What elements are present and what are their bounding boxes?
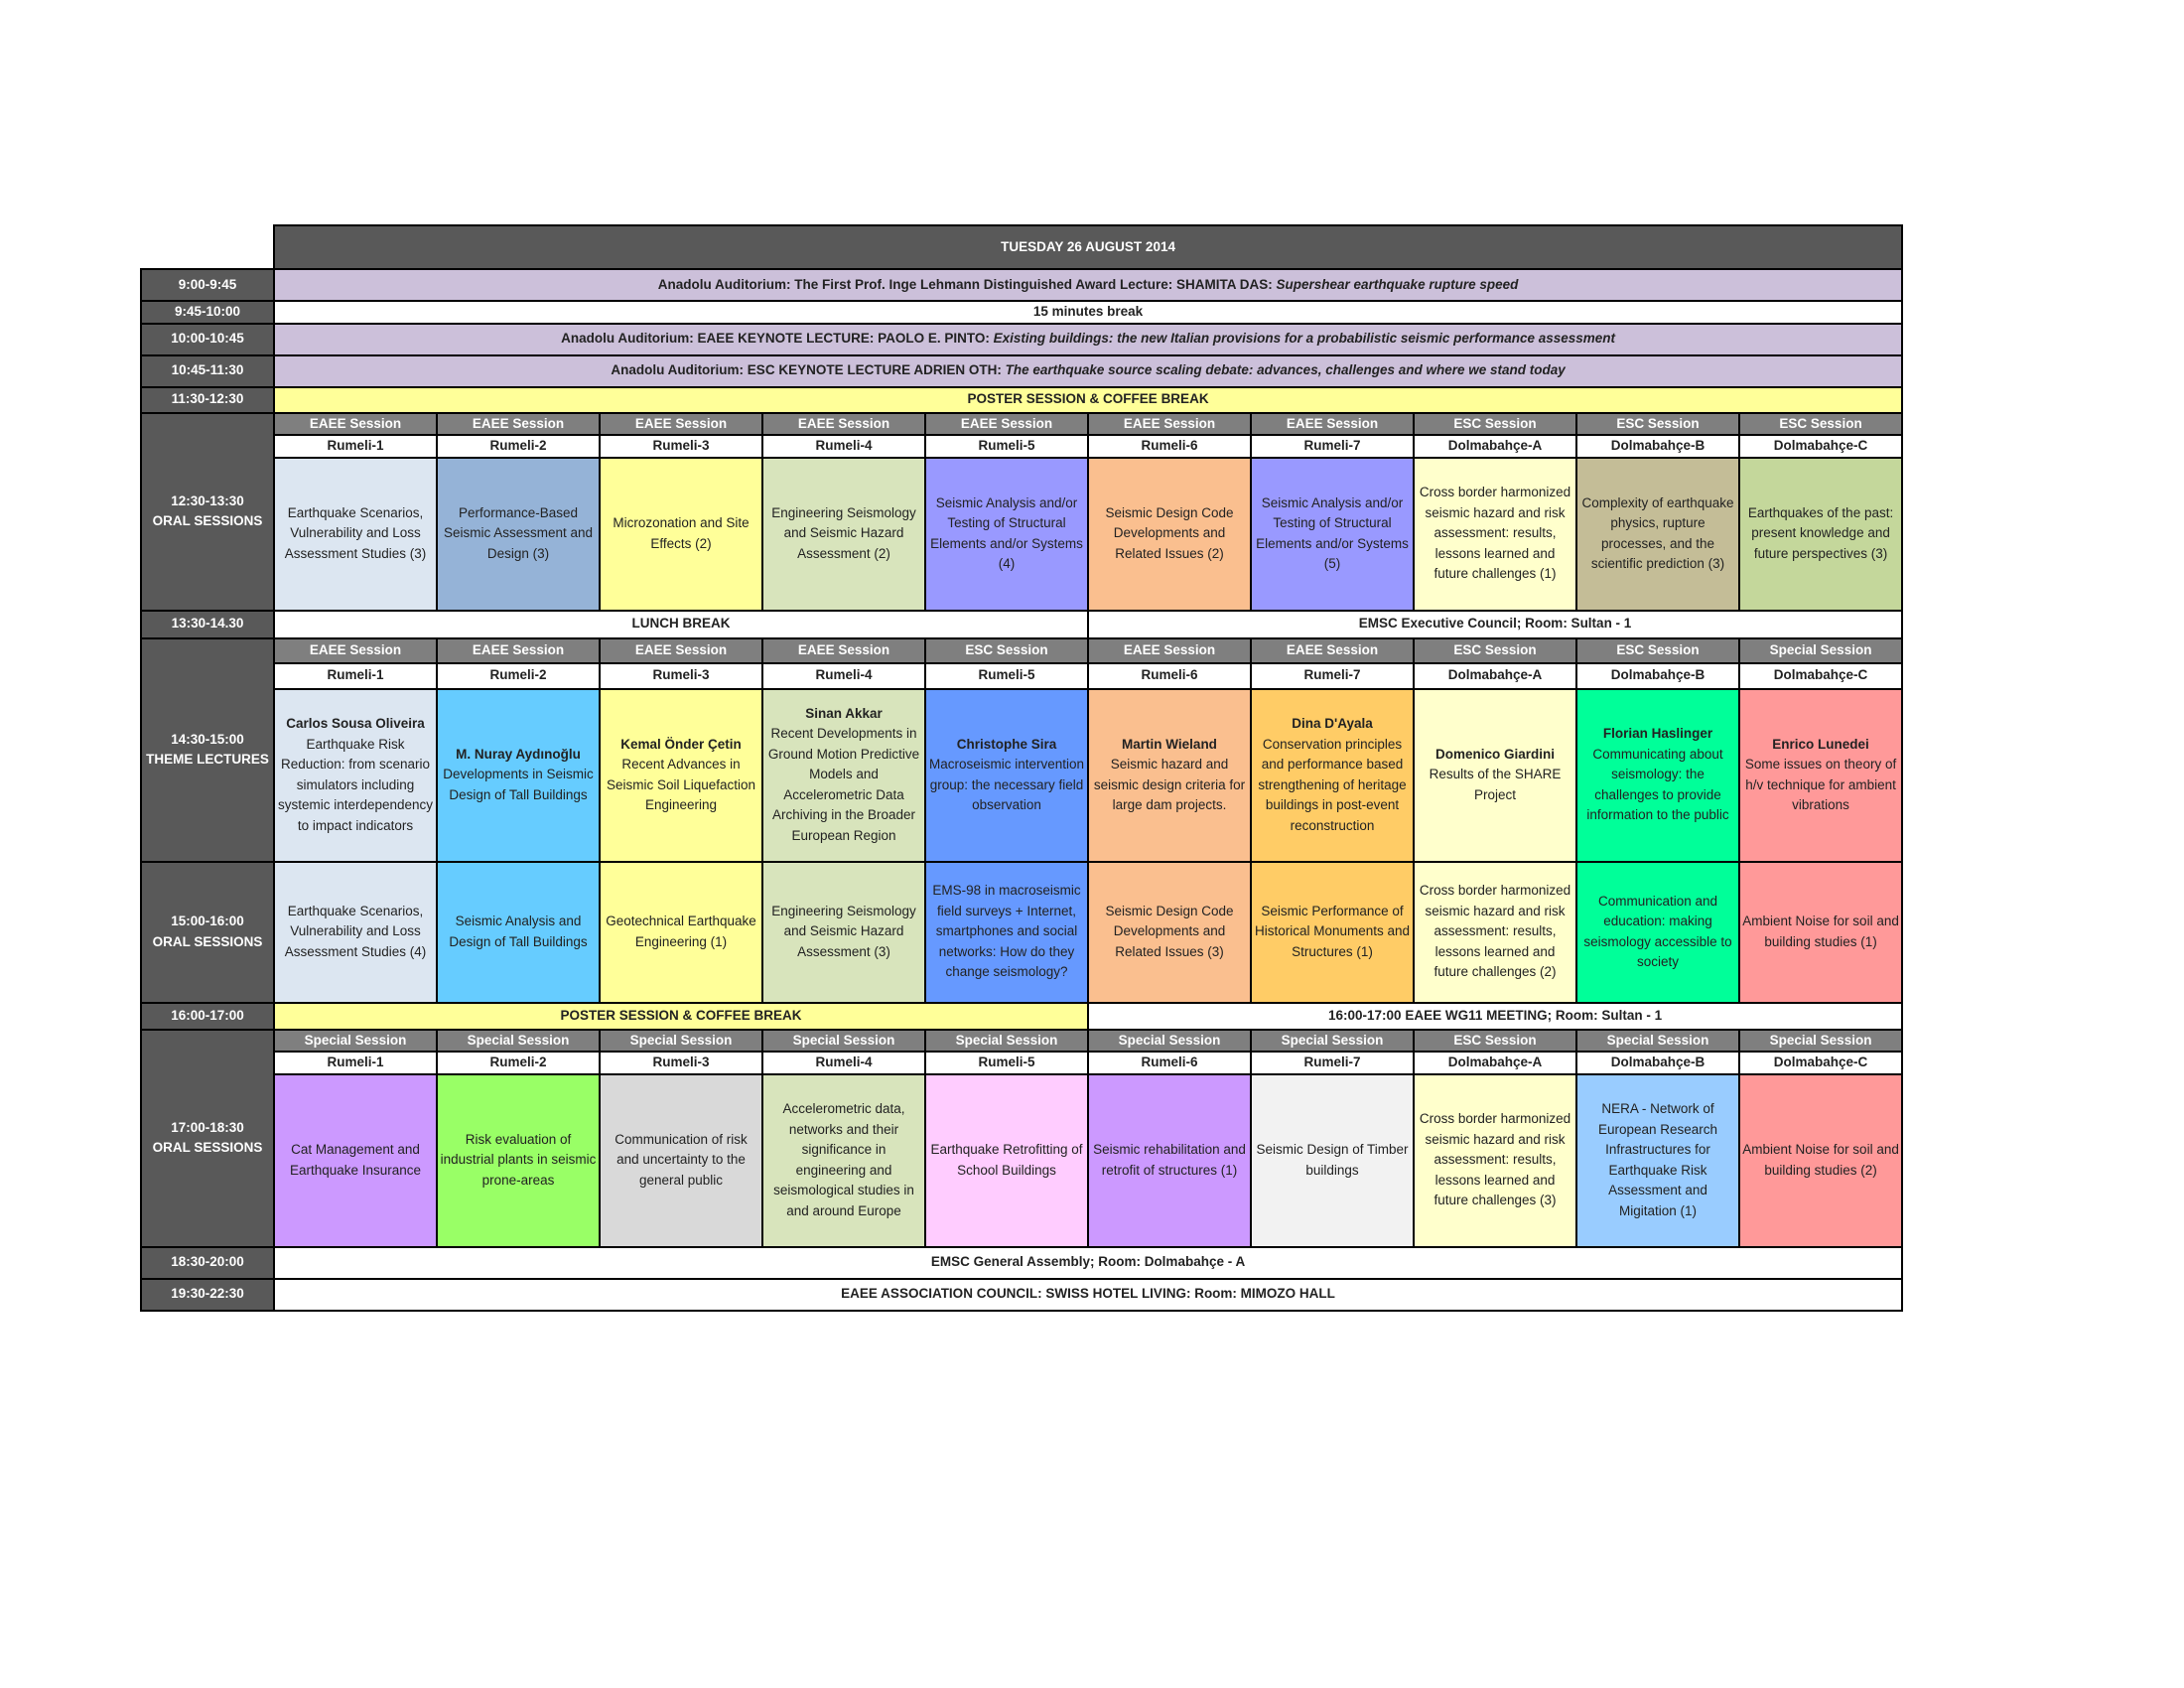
session-type: Special Session	[1251, 1030, 1414, 1053]
session-type: ESC Session	[1739, 413, 1902, 436]
speaker-name: Kemal Önder Çetin	[620, 736, 742, 752]
eaee-keynote	[274, 324, 1902, 355]
session-type: EAEE Session	[274, 638, 437, 663]
session-type: ESC Session	[925, 638, 1088, 663]
room-label: Rumeli-4	[762, 663, 925, 689]
session-type: Special Session	[274, 1030, 437, 1053]
date-header: TUESDAY 26 AUGUST 2014	[274, 225, 1902, 269]
theme-lecture	[274, 689, 437, 862]
session-type: Special Session	[925, 1030, 1088, 1053]
session-type: ESC Session	[1576, 638, 1739, 663]
session-cell: Cat Management and Earthquake Insurance	[274, 1074, 437, 1247]
session-type: EAEE Session	[925, 413, 1088, 436]
session-type: EAEE Session	[762, 638, 925, 663]
schedule-table	[140, 224, 1903, 1312]
session-type: Special Session	[762, 1030, 925, 1053]
room-label: Rumeli-1	[274, 435, 437, 458]
speaker-name: Carlos Sousa Oliveira	[286, 716, 425, 731]
room-label: Dolmabahçe-B	[1576, 1052, 1739, 1074]
session-cell: Accelerometric data, networks and their significance in engineering and seismological studies in and around Europe	[762, 1074, 925, 1247]
session-type: ESC Session	[1414, 413, 1576, 436]
room-label: Dolmabahçe-A	[1414, 663, 1576, 689]
room-label: Rumeli-5	[925, 663, 1088, 689]
room-label: Rumeli-7	[1251, 435, 1414, 458]
theme-lecture	[762, 689, 925, 862]
room-label: Dolmabahçe-C	[1739, 1052, 1902, 1074]
session-type: EAEE Session	[600, 638, 762, 663]
session-type: EAEE Session	[274, 413, 437, 436]
theme-lecture	[437, 689, 600, 862]
session-cell: Cross border harmonized seismic hazard and risk assessment: results, lessons learned and future challenges (3)	[1414, 1074, 1576, 1247]
time-range: 12:30-13:30	[171, 492, 244, 508]
time-slot: 19:30-22:30	[141, 1279, 274, 1311]
esc-keynote	[274, 355, 1902, 387]
poster-session-banner: POSTER SESSION & COFFEE BREAK	[274, 1003, 1088, 1030]
room-label: Rumeli-4	[762, 435, 925, 458]
theme-lecture	[1251, 689, 1414, 862]
room-label: Rumeli-1	[274, 663, 437, 689]
room-label: Rumeli-6	[1088, 663, 1251, 689]
session-cell: Risk evaluation of industrial plants in seismic prone-areas	[437, 1074, 600, 1247]
session-cell: Seismic Analysis and/or Testing of Structural Elements and/or Systems (5)	[1251, 458, 1414, 611]
theme-lecture	[1088, 689, 1251, 862]
lecture-title: Results of the SHARE Project	[1429, 767, 1562, 802]
session-type: Special Session	[1739, 638, 1902, 663]
time-slot: 18:30-20:00	[141, 1247, 274, 1279]
speaker-name: Martin Wieland	[1122, 736, 1217, 752]
time-slot: 9:45-10:00	[141, 301, 274, 324]
session-cell: Seismic Design Code Developments and Related Issues (3)	[1088, 862, 1251, 1003]
session-cell: EMS-98 in macroseismic field surveys + Internet, smartphones and social networks: How do they change seismology?	[925, 862, 1088, 1003]
session-type: Special Session	[1576, 1030, 1739, 1053]
session-cell: Engineering Seismology and Seismic Hazard Assessment (3)	[762, 862, 925, 1003]
room-label: Dolmabahçe-A	[1414, 1052, 1576, 1074]
time-slot: 9:00-9:45	[141, 269, 274, 301]
room-label: Dolmabahçe-B	[1576, 663, 1739, 689]
lecture-title: Recent Developments in Ground Motion Predictive Models and Accelerometric Data Archiving in the Broader European Region	[767, 726, 920, 843]
session-type: EAEE Session	[1251, 413, 1414, 436]
room-label: Rumeli-6	[1088, 1052, 1251, 1074]
time-range: 17:00-18:30	[171, 1119, 244, 1135]
lecture-title: Supershear earthquake rupture speed	[1276, 276, 1519, 292]
session-cell: Seismic Analysis and/or Testing of Structural Elements and/or Systems (4)	[925, 458, 1088, 611]
room-label: Rumeli-6	[1088, 435, 1251, 458]
time-slot: 10:45-11:30	[141, 355, 274, 387]
room-label: Rumeli-2	[437, 435, 600, 458]
session-cell: Seismic rehabilitation and retrofit of structures (1)	[1088, 1074, 1251, 1247]
theme-lecture	[1414, 689, 1576, 862]
speaker-name: Sinan Akkar	[805, 705, 883, 721]
theme-lecture	[925, 689, 1088, 862]
lecture-title: The earthquake source scaling debate: advances, challenges and where we stand today	[1005, 362, 1566, 378]
time-slot	[141, 638, 274, 862]
room-label: Rumeli-5	[925, 1052, 1088, 1074]
time-label: ORAL SESSIONS	[152, 933, 263, 949]
time-range: 14:30-15:00	[171, 731, 244, 747]
speaker-name: M. Nuray Aydınoğlu	[456, 746, 581, 762]
session-type: ESC Session	[1414, 638, 1576, 663]
session-cell: Engineering Seismology and Seismic Hazard Assessment (2)	[762, 458, 925, 611]
room-label: Dolmabahçe-B	[1576, 435, 1739, 458]
time-label: ORAL SESSIONS	[152, 513, 263, 528]
session-type: EAEE Session	[600, 413, 762, 436]
session-cell: Communication and education: making seismology accessible to society	[1576, 862, 1739, 1003]
theme-lecture	[1576, 689, 1739, 862]
time-label: ORAL SESSIONS	[152, 1140, 263, 1155]
speaker-name: Domenico Giardini	[1434, 746, 1556, 762]
session-type: Special Session	[600, 1030, 762, 1053]
speaker-name: Enrico Lunedei	[1772, 736, 1869, 752]
session-type: ESC Session	[1576, 413, 1739, 436]
lecture-label: Anadolu Auditorium: ESC KEYNOTE LECTURE ADRIEN OTH:	[611, 362, 1006, 378]
room-label: Rumeli-3	[600, 1052, 762, 1074]
room-label: Rumeli-3	[600, 435, 762, 458]
session-type: Special Session	[1739, 1030, 1902, 1053]
time-slot: 10:00-10:45	[141, 324, 274, 355]
room-label: Rumeli-7	[1251, 1052, 1414, 1074]
room-label: Dolmabahçe-C	[1739, 663, 1902, 689]
session-cell: Microzonation and Site Effects (2)	[600, 458, 762, 611]
time-slot	[141, 413, 274, 611]
award-lecture	[274, 269, 1902, 301]
theme-lecture	[600, 689, 762, 862]
room-label: Rumeli-3	[600, 663, 762, 689]
time-slot: 16:00-17:00	[141, 1003, 274, 1030]
lecture-title: Earthquake Risk Reduction: from scenario simulators including systemic interdependency to impact indicators	[277, 736, 434, 833]
lecture-title: Communicating about seismology: the challenges to provide information to the public	[1586, 746, 1729, 823]
session-type: EAEE Session	[1088, 413, 1251, 436]
lecture-title: Conservation principles and performance based strengthening of heritage buildings in post-event reconstruction	[1258, 736, 1407, 833]
time-slot: 11:30-12:30	[141, 387, 274, 413]
session-type: ESC Session	[1414, 1030, 1576, 1053]
session-type: EAEE Session	[762, 413, 925, 436]
session-cell: Earthquake Retrofitting of School Buildings	[925, 1074, 1088, 1247]
lecture-title: Seismic hazard and seismic design criteria for large dam projects.	[1093, 757, 1246, 812]
speaker-name: Dina D'Ayala	[1292, 716, 1373, 731]
theme-lecture	[1739, 689, 1902, 862]
emsc-general-assembly: EMSC General Assembly; Room: Dolmabahçe - A	[274, 1247, 1902, 1279]
lecture-title: Macroseismic intervention group: the necessary field observation	[928, 757, 1085, 812]
session-cell: Geotechnical Earthquake Engineering (1)	[600, 862, 762, 1003]
session-type: EAEE Session	[1088, 638, 1251, 663]
session-cell: Cross border harmonized seismic hazard and risk assessment: results, lessons learned and future challenges (1)	[1414, 458, 1576, 611]
session-type: Special Session	[1088, 1030, 1251, 1053]
session-cell: Seismic Design of Timber buildings	[1251, 1074, 1414, 1247]
session-cell: Ambient Noise for soil and building studies (2)	[1739, 1074, 1902, 1247]
room-label: Rumeli-2	[437, 1052, 600, 1074]
session-cell: Complexity of earthquake physics, rupture processes, and the scientific prediction (3)	[1576, 458, 1739, 611]
session-cell: Seismic Analysis and Design of Tall Buildings	[437, 862, 600, 1003]
session-type: Special Session	[437, 1030, 600, 1053]
break-banner: 15 minutes break	[274, 301, 1902, 324]
speaker-name: Florian Haslinger	[1602, 726, 1713, 742]
time-slot	[141, 1030, 274, 1247]
time-slot	[141, 862, 274, 1003]
session-cell: Earthquakes of the past: present knowledge and future perspectives (3)	[1739, 458, 1902, 611]
room-label: Rumeli-2	[437, 663, 600, 689]
session-cell: Performance-Based Seismic Assessment and Design (3)	[437, 458, 600, 611]
session-cell: Seismic Performance of Historical Monuments and Structures (1)	[1251, 862, 1414, 1003]
session-cell: Earthquake Scenarios, Vulnerability and Loss Assessment Studies (4)	[274, 862, 437, 1003]
session-cell: Cross border harmonized seismic hazard and risk assessment: results, lessons learned and future challenges (2)	[1414, 862, 1576, 1003]
lecture-title: Recent Advances in Seismic Soil Liquefaction Engineering	[606, 757, 756, 812]
room-label: Dolmabahçe-C	[1739, 435, 1902, 458]
emsc-executive-council: EMSC Executive Council; Room: Sultan - 1	[1088, 611, 1902, 638]
room-label: Rumeli-7	[1251, 663, 1414, 689]
lecture-label: Anadolu Auditorium: EAEE KEYNOTE LECTURE: PAOLO E. PINTO:	[561, 331, 994, 347]
session-cell: Ambient Noise for soil and building studies (1)	[1739, 862, 1902, 1003]
room-label: Rumeli-5	[925, 435, 1088, 458]
session-type: EAEE Session	[1251, 638, 1414, 663]
room-label: Dolmabahçe-A	[1414, 435, 1576, 458]
time-slot: 13:30-14.30	[141, 611, 274, 638]
session-cell: Earthquake Scenarios, Vulnerability and Loss Assessment Studies (3)	[274, 458, 437, 611]
lecture-title: Some issues on theory of h/v technique for ambient vibrations	[1744, 757, 1897, 812]
room-label: Rumeli-1	[274, 1052, 437, 1074]
time-label: THEME LECTURES	[146, 752, 269, 767]
session-cell: Communication of risk and uncertainty to the general public	[600, 1074, 762, 1247]
lunch-break: LUNCH BREAK	[274, 611, 1088, 638]
eaee-association-council: EAEE ASSOCIATION COUNCIL: SWISS HOTEL LIVING: Room: MIMOZO HALL	[274, 1279, 1902, 1311]
lecture-label: Anadolu Auditorium: The First Prof. Inge Lehmann Distinguished Award Lecture: SHAMITA DAS:	[657, 276, 1277, 292]
time-range: 15:00-16:00	[171, 914, 244, 928]
speaker-name: Christophe Sira	[956, 736, 1057, 752]
session-type: EAEE Session	[437, 413, 600, 436]
lecture-title: Developments in Seismic Design of Tall Buildings	[443, 767, 594, 802]
poster-session-banner: POSTER SESSION & COFFEE BREAK	[274, 387, 1902, 413]
lecture-title: Existing buildings: the new Italian provisions for a probabilistic seismic performance assessment	[993, 331, 1616, 347]
session-cell: NERA - Network of European Research Infrastructures for Earthquake Risk Assessment and Migitation (1)	[1576, 1074, 1739, 1247]
room-label: Rumeli-4	[762, 1052, 925, 1074]
session-type: EAEE Session	[437, 638, 600, 663]
session-cell: Seismic Design Code Developments and Related Issues (2)	[1088, 458, 1251, 611]
wg11-meeting: 16:00-17:00 EAEE WG11 MEETING; Room: Sultan - 1	[1088, 1003, 1902, 1030]
